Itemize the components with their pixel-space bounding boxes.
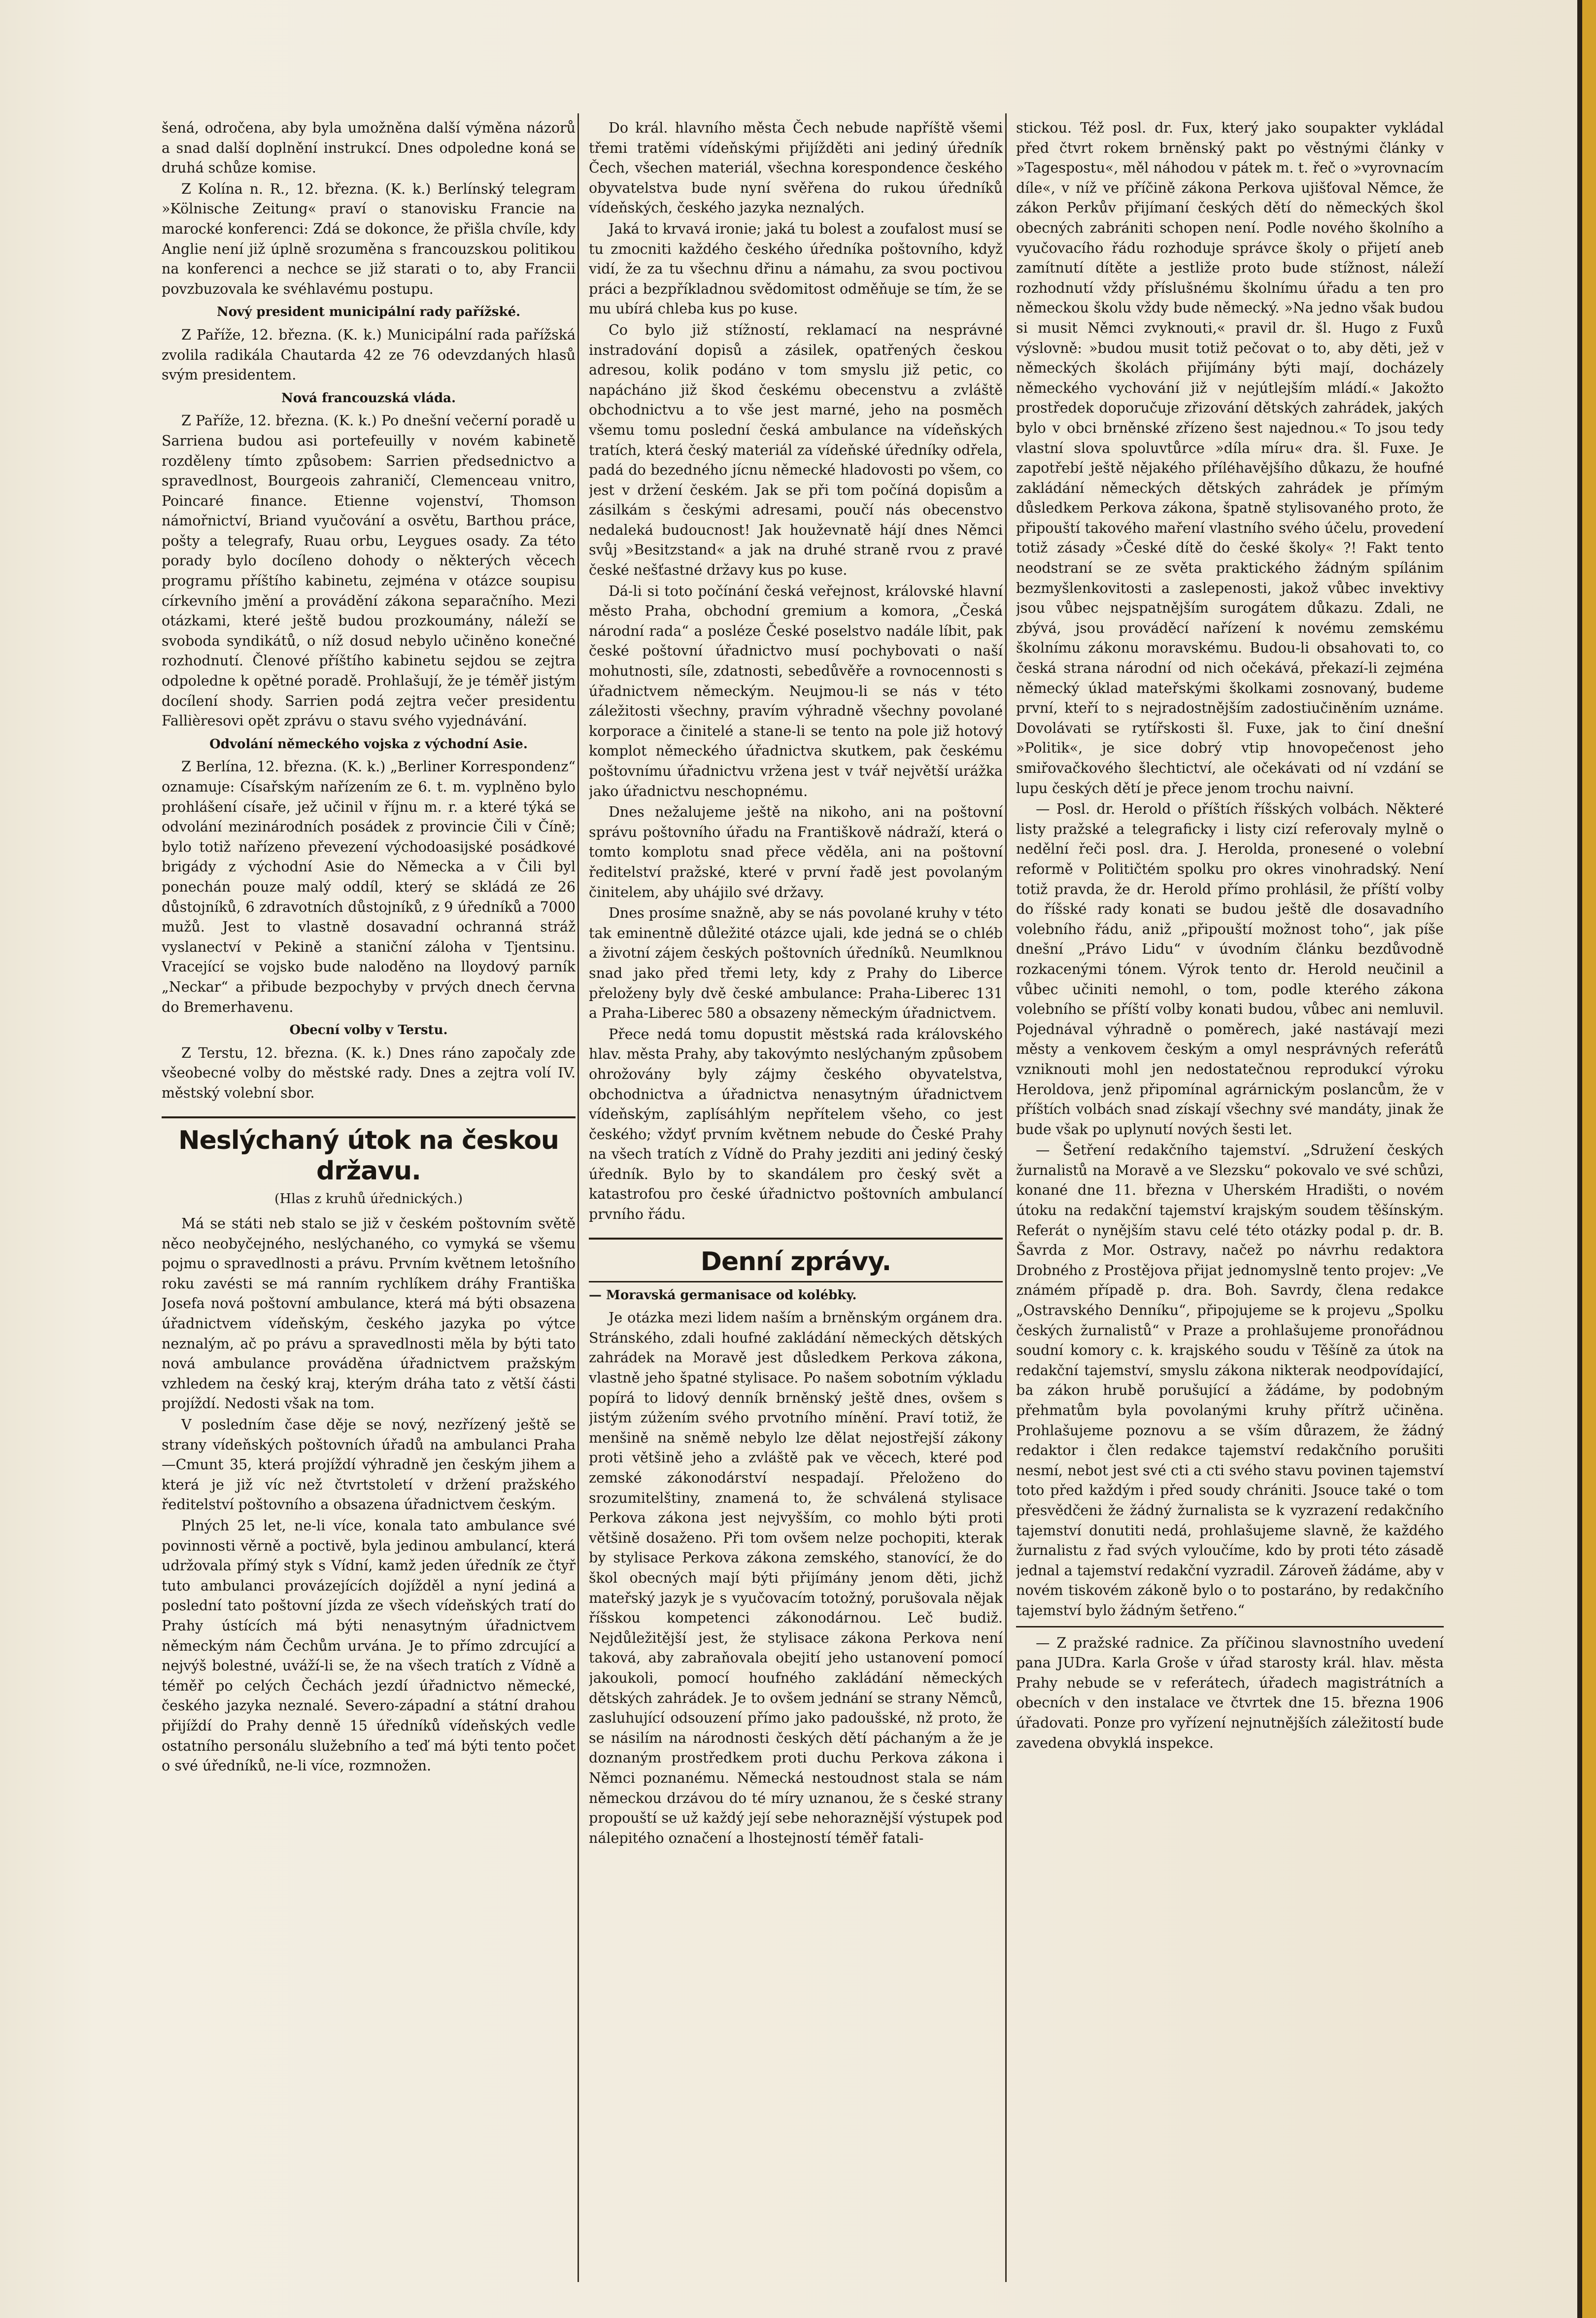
news-paris-2: Z Paříže, 12. března. (K. k.) Po dnešní večerní poradě u Sarriena budou asi portefeuilly v novém kabinetě rozděleny tímto způsobem: Sarrien předsednictvo a spravedlnost, Bourgeois zahraničí, Clemenceau vnitro, Poincaré finance. Etienne vojenství, Thomson námořnictví, Briand vyučování a osvětu, Barthou práce, pošty a telegrafy, Ruau orbu, Leygues osady. Za této porady bylo docíleno dohody o některých věcech programu příštího kabinetu, zejména v otázce soupisu církevního jmění a provádění zákona separačního. Mezi otázkami, které ještě budou prozkoumány, náleží se svoboda syndikátů, o níž dosud nebylo učiněno konečné rozhodnutí. Členové příštího kabinetu sejdou se zejtra odpoledne k opětné poradě. Prohlašují, že je téměř jistým docílení shody. Sarrien podá zejtra večer presidentu Fallièresovi opět zprávu o stavu svého vyjednávání. xyxy=(162,413,576,729)
news-kolin: Z Kolína n. R., 12. března. (K. k.) Berlínský telegram »Kölnische Zeitung« praví o stanovisku Francie na marocké konferenci: Zdá se dokonce, že přišla chvíle, kdy Anglie není již úplně srozuměna s francouzskou politikou na konferenci a nechce se již starati o to, aby Francii povzbuzovala ke svéhlavému postupu. xyxy=(162,180,576,297)
article-germanisation-cont: stickou. Též posl. dr. Fux, který jako soupakter vykládal před čtvrt rokem brněnský pakt po věstnými články v »Tagespostu«, měl náhodou v pátek m. t. řeč o »vyrovnacím díle«, v níž ve příčině zákona Perkova ujišťoval Němce, že zákon Perkův přijímaní českých dětí do německých škol obecných zabrániti schopen není. Podle nového školního a vyučovacího řádu rozhoduje správce školy o přijetí aneb zamítnutí dítěte a jestliže proto bude stížnost, náleží rozhodnutí vždy příslušnému školnímu úřadu a ten pro německou školu vždy bude německý. »Na jedno však budou si musit Němci zvyknouti,« pravil dr. šl. Hugo z Fuxů výslovně: »budou musit totiž pečovat o to, aby děti, jež v německých školách přijímány býti mají, docházely německého vychování již v nejútlejším mládí.« Jakožto prostředek doporučuje zřizování dětských zahrádek, jakých bylo v obci brněnské zřízeno šest najednou.« To jsou tedy vlastní slova spoluvtůrce »díla míru« dra. šl. Fuxe. Je zapotřebí ještě nějakého příléhavějšího důkazu, že houfné zakládání německých dětských zahrádek je přímým důsledkem Perkova zákona, špatně stylisovaného proto, že připouští takového maření vlastního svého účelu, provedení totiž zásady »České dítě do české školy« ?! Fakt tento neodstraní se ze světa praktického žádným spílánim bezmyšlenkovitosti a zaslepenosti, jakož vůbec invektivy jsou vůbec nejspatnějším surogátem důkazu. Zdali, ne zbývá, jsou prováděcí nařízení k novému zemskému školnímu zákonu moravskému. Budou-li obsahovati to, co česká strana národní od nich očekává, překazí-li zejména německý úklad mateřskými školkami zosnovaný, budeme první, kteří to s nejradostnějším zadostiučiněním uznáme. Dovolávati se rytířskosti šl. Fuxe, jak to činí dnešní »Politik«, je sice dobrý vtip hnovopečenost jeho smiřovačkového šlechtictví, ale očekávati od ní vzdání se lupu českých dětí je přece jenom trochu naivní. xyxy=(1016,120,1444,796)
article-attack-p5: Jaká to krvavá ironie; jaká tu bolest a zoufalost musí se tu zmocniti každého českého úředníka poštovního, když vidí, že za tu všechnu dřinu a námahu, za svou poctivou práci a bezpříkladnou svědomitost odměňuje se tím, že se mu ubírá chleba kus po kuse. xyxy=(589,220,1003,317)
article-attack-p7: Dá-li si toto počínání česká veřejnost, královské hlavní město Praha, obchodní gremium a komora, „Česká národní rada“ a posléze České poselstvo nadále líbit, pak české poštovní úřadnictvo musí pochybovati o naší mohutnosti, síle, zdatnosti, sebedůvěře a rovnocennosti s úřadnictvem německým. Neujmou-li se nás v této záležitosti všechny, pravím výhradně všechny povolané korporace a činitelé a stane-li se tento na pole již hotový komplot německého úřadnictva skutkem, pak českému poštovnímu úřadnictvu vržena jest v tvář největší urážka jako úřadnictvu neschopnému. xyxy=(589,583,1003,799)
news-trieste: Z Terstu, 12. března. (K. k.) Dnes ráno započaly zde všeobecné volby do městské rady. Dnes a zejtra volí IV. městský volební sbor. xyxy=(162,1044,576,1101)
news-paris-1: Z Paříže, 12. března. (K. k.) Municipální rada pařížská zvolila radikála Chautarda 42 ze 76 odevzdaných hlasů svým presidentem. xyxy=(162,326,576,383)
article-herold: — Posl. dr. Herold o příštích říšských volbách. Některé listy pražské a telegraficky i listy cizí referovaly mylně o nedělní řeči posl. dra. J. Herolda, pronesené o volební reformě v Političtém spolku pro okres vinohradský. Není totiž pravda, že dr. Herold přímo prohlásil, že příští volby do říšské rady konati se budou ještě dle dosavadního volebního řádu, aniž „připouští možnost toho“, jak píše dnešní „Právo Lidu“ v úvodním článku bezdůvodně rozkacenými tónem. Výrok tento dr. Herold neučinil a vůbec učiniti nemohl, o tom, podle kterého zákona volebního se příští volby konati budou, vůbec ani nemluvil. Pojednával výhradně o poměrech, jaké nastávají mezi městy a venkovem českým a omyl nesprávných referátů vzniknouti mohl jen nedostatečnou reprodukcí výroku Heroldova, jenž připomínal agrárnickým poslancům, že v příštích volbách snad získají všechny své mandáty, jinak že bude však po uplynutí nových šesti let. xyxy=(1016,801,1444,1138)
article-attack-p4: Do král. hlavního města Čech nebude napříště všemi třemi tratěmi vídeňskými přijížděti ani jediný úředník Čech, všechen materiál, všechna korespondence českého obyvatelstva bude nyní svěřena do rukou úředníků vídeňských, českého jazyka neznalých. xyxy=(589,120,1003,216)
article-continuation: šená, odročena, aby byla umožněna další výměna názorů a snad další doplnění instrukcí. Dnes odpoledne koná se druhá schůze komise. xyxy=(162,120,576,176)
article-town-hall: — Z pražské radnice. Za příčinou slavnostního uvedení pana JUDra. Karla Groše v úřad starosty král. hlav. města Prahy nebude se v referátech, úřadech magistrátních a obecních v den instalace ve čtvrtek dne 15. března 1906 úřadovati. Ponze pro vyřízení nejnutnějších záležitostí bude zavedena obvyklá inspekce. xyxy=(1016,1634,1444,1751)
column-divider xyxy=(577,113,579,2282)
headline-attack: Neslýchaný útok na českou državu. xyxy=(162,1116,576,1186)
news-berlin: Z Berlína, 12. března. (K. k.) „Berliner Korrespondenz“ oznamuje: Císařským nařízením ze 6. t. m. vyplněno bylo prohlášení císaře, jež učinil v říjnu m. r. a které týká se odvolání mezinárodních posádek z provincie Čili v Číně; bylo totiž nařízeno převezení východoasijské posádkové brigády z východní Asie do Německa a v Čili byl ponechán pouze malý oddíl, který se skládá ze 26 důstojníků, 6 zdravotních důstojníků, z 9 úředníků a 7000 mužů. Jest to vlastně dosavadní ochranná stráž vyslanectví v Pekině a staniční záloha v Tjentsinu. Vracející se vojsko bude naloděno na lloydový parník „Neckar“ a přibude bezpochyby v prvých dnech června do Bremerhavenu. xyxy=(162,759,576,1015)
column-middle xyxy=(589,118,1003,2277)
article-germanisation: Je otázka mezi lidem naším a brněnským orgánem dra. Stránského, zdali houfné zakládání německých dětských zahrádek na Moravě jest důsledkem Perkova zákona, vlastně jeho špatné stylisace. Po našem sobotním výkladu popírá to lidový denník brněnský ještě dnes, ovšem s jistým zúžením svého prvotního mínění. Praví totiž, že menšině na sněmě nebylo lze dělat nejostřejší zákony proti většině jeho a zvláště pak ve věcech, které pod zemské zákonodárství nespadají. Přeloženo do srozumitelštiny, znamená to, že schválená stylisace Perkova zákona jest nejvyšším, co mohlo býti proti většině dosaženo. Při tom ovšem nelze pochopiti, kterak by stylisace Perkova zákona zemského, stanovící, že do škol obecných mají býti přijímány jenom děti, jichž mateřský jazyk je s vyučovacím totožný, porušovala nějak říšskou kompetenci zákonodárnou. Leč budiž. Nejdůležitější jest, že stylisace zákona Perkova není taková, aby zabraňovala obejití jeho ustanovení pomocí jakoukoli, pomocí houfného zakládání německých dětských zahrádek. Je to ovšem jednání se strany Němců, zasluhující odsouzení přímo jako padoušské, nž proto, že se násilím na národnosti českých dětí páchaným a že je doznaným prostředkem proti duchu Perkova zákona i Němci poznanému. Německá nestoudnost stala se nám německou drzávou do té míry uznanou, že s české strany propouští se už každý její sebe nehoraznější výstupek pod nálepitého označení a lhostejností téměř fatali- xyxy=(589,1310,1003,1846)
page-edge-shadow xyxy=(1577,0,1582,2318)
headline-daily-news: Denní zprávy. xyxy=(589,1238,1003,1282)
subheading-trieste: Obecní volby v Terstu. xyxy=(289,1023,448,1038)
subheading-municipal: Nový president municipální rady pařížské. xyxy=(216,305,521,320)
column-divider xyxy=(1005,113,1007,2282)
article-attack-p6: Co bylo již stížností, reklamací na nesprávné instradování dopisů a zásilek, opatřených českou adresou, kolik podáno v tom smyslu již petic, co napácháno již škod českému obecenstvu a zvláště obchodnictvu a to vše jest marné, jeho na posměch všemu tomu poslední česká ambulance na vídeňských tratích, která český materiál za vídeňské úředníky odřela, padá do bezedného jícnu německé hladovosti po všem, co jest v držení českém. Jak se při tom počíná dopisům a zásilkám s českými adresami, poučí nás obecenstvo nedaleká budoucnost! Jak houževnatě hájí dnes Němci svůj »Besitzstand« a jak na druhé straně rvou z pravé české nešťastné državy kus po kuse. xyxy=(589,321,1003,579)
article-attack-p1: Má se státi neb stalo se již v českém poštovním světě něco neobyčejného, neslýchaného, co vymyká se všemu pojmu o spravedlnosti a právu. Prvním květnem letošního roku zavésti se má ranním rychlíkem dráhy Františka Josefa nová poštovní ambulance, která má býti obsazena úřadnictvem vídeňským, českého jazyka po výtce neznalým, ač po právu a spravedlnosti měla by býti tato nová ambulance prováděna úřadnictvem pražským vzhledem na český kraj, kterým dráha tato z větší části projíždí. Nedosti však na tom. xyxy=(162,1215,576,1412)
subheading-french-government: Nová francouzská vláda. xyxy=(281,390,456,406)
headline-source: (Hlas z kruhů úřednických.) xyxy=(274,1191,463,1207)
column-left xyxy=(162,118,576,2277)
section-divider xyxy=(1016,1626,1444,1627)
subheading-germanisation: — Moravská germanisace od kolébky. xyxy=(589,1287,857,1303)
subheading-german-troops: Odvolání německého vojska z východní Asie. xyxy=(209,736,528,752)
article-attack-p10: Přece nedá tomu dopustit městská rada královského hlav. města Prahy, aby takovýmto neslýchaným způsobem ohrožovány byly zájmy českého obyvatelstva, obchodnictva a úřadnictva nenasytným úřadnictvem vídeňským, zaplísáhlým nepřítelem všeho, co jest českého; vždyť prvním květnem nebude do České Prahy na všech tratích z Vídně do Prahy jezditi ani jediný český úředník. Bylo by to skandálem pro český svět a katastrofou pro české úřadnictvo poštovních ambulancí prvního řádu. xyxy=(589,1026,1003,1223)
article-attack-p9: Dnes prosíme snažně, aby se nás povolané kruhy v této tak eminentně důležité otázce ujali, kde jedná se o chléb a životní zájem českých poštovních úředníků. Neumlknou snad jako před třemi lety, kdy z Prahy do Liberce přeloženy byly dvě české ambulance: Praha-Liberec 131 a Praha-Liberec 580 a obsazeny německým úřadnictvem. xyxy=(589,905,1003,1022)
article-attack-p8: Dnes nežalujeme ještě na nikoho, ani na poštovní správu poštovního úřadu na Františkově nádraží, která o tomto komplotu snad přece věděla, ani na poštovní ředitelství pražské, které v první řadě jest povolaným činitelem, aby uhájilo své državy. xyxy=(589,804,1003,900)
article-attack-p3: Plných 25 let, ne-li více, konala tato ambulance své povinnosti věrně a poctivě, byla jedinou ambulancí, která udržovala přímý styk s Vídní, kamž jeden úředník ze čtyř tuto ambulanci provázejících dojížděl a nyní jediná a poslední tato poštovní jízda ze všech vídeňských tratí do Prahy ústících má býti nenasytným úřadnictvem německým nám Čechům urvána. Je to přímo zdrcující a nejvýš bolestné, uváží-li se, že na všech tratích z Vídně a téměř po celých Čechách jezdí úřadnictvo německé, českého jazyka neznalé. Severo-západní a státní drahou přijíždí do Prahy denně 15 úředníků vídeňských vedle ostatního personálu služebního a teď má býti tento počet o své úředníků, ne-li více, rozmnožen. xyxy=(162,1518,576,1774)
page-edge-binding xyxy=(1582,0,1596,2318)
column-right xyxy=(1016,118,1444,2277)
article-attack-p2: V posledním čase děje se nový, nezřízený ještě se strany vídeňských poštovních úřadů na ambulanci Praha—Cmunt 35, která projíždí výhradně jen českým jihem a která je již víc než čtvrtstoletí v držení pražského ředitelství poštovního a obsazena úřadnictvem českým. xyxy=(162,1417,576,1513)
article-editorial-secret: — Šetření redakčního tajemství. „Sdružení českých žurnalistů na Moravě a ve Slezsku“ pokovalo ve své schůzi, konané dne 11. března v Uherském Hradišti, o novém útoku na redakční tajemství krajským soudem těšínským. Referát o nynějším stavu celé této otázky podal p. dr. B. Šavrda z Mor. Ostravy, načež po návrhu redaktora Drobného z Prostějova přijat jednomyslně tento projev: „Ve známém případě p. dra. Boh. Savrdy, člena redakce „Ostravského Denníku“, připojujeme se k projevu „Spolku českých žurnalistů“ v Praze a prohlašujeme pronořádnou soudní komory c. k. krajského soudu v Těšíně za útok na redakční tajemství, smyslu zákona nikterak neodpovídající, ba zákon hrubě porušující a žádáme, by podobným přehmatům byla povolanými kruhy přítrž učiněna. Prohlašujeme poznovu a se vším důrazem, že žádný redaktor i člen redakce tajemství redakčního porušiti nesmí, nebot jest své cti a cti svého stavu povinen tajemství toto před každým i před soudy chrániti. Jsouce také o tom přesvědčeni že žádný žurnalista se k vyzrazení redakčního tajemství donutiti nedá, prohlašujeme slavně, že každého žurnalistu z řad svých vyloučíme, kdo by proti této zásadě jednal a tajemství redakční vyzradil. Zároveň žádáme, aby v novém tiskovém zákoně bylo o to postaráno, by redakčního tajemství bylo žádným šetřeno.“ xyxy=(1016,1142,1444,1619)
